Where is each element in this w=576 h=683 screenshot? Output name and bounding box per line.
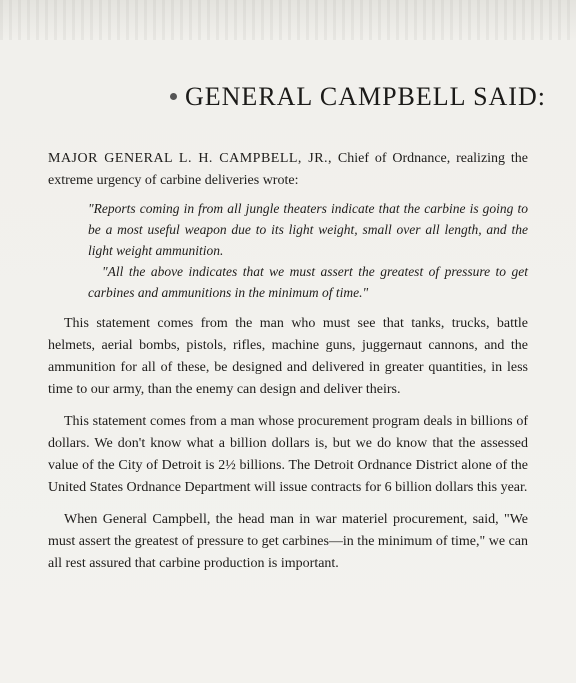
bleed-through-texture — [0, 0, 576, 40]
page-title — [170, 82, 546, 112]
heading-text: GENERAL CAMPBELL SAID: — [185, 82, 546, 111]
intro-text: Chief of Ordnance, realizing the extreme urgency of carbine deliveries wrote: — [48, 151, 528, 188]
quote-paragraph: "All the above indicates that we must assert the greatest of pressure to get carbines and ammunitions in the minimum of time." — [88, 264, 528, 300]
article-body — [48, 148, 528, 575]
bullet-icon — [170, 93, 177, 100]
body-paragraph: When General Campbell, the head man in war materiel procurement, said, "We must assert the greatest of pressure to get carbines—in the minimum of time," we can all rest assured that carbine production is important. — [48, 512, 528, 571]
body-paragraph: This statement comes from the man who must see that tanks, trucks, battle helmets, aerial bombs, pistols, rifles, machine guns, juggernaut cannons, and the ammunition for all of these, be designed and delivered in greater quantities, in less time to our army, than the enemy can design and deliver theirs. — [48, 316, 528, 397]
body-paragraph: This statement comes from a man whose procurement program deals in billions of dollars. We don't know what a billion dollars is, but we do know that the assessed value of the City of Detroit is 2½ billions. The Detroit Ordnance District alone of the United States Ordnance Department will issue contracts for 6 billion dollars this year. — [48, 414, 528, 495]
author-name: MAJOR GENERAL L. H. CAMPBELL, JR., — [48, 151, 333, 166]
quote-paragraph: "Reports coming in from all jungle theaters indicate that the carbine is going to be a most useful weapon due to its light weight, small over all length, and the light weight ammunition. — [88, 201, 528, 258]
intro-paragraph — [48, 148, 528, 192]
